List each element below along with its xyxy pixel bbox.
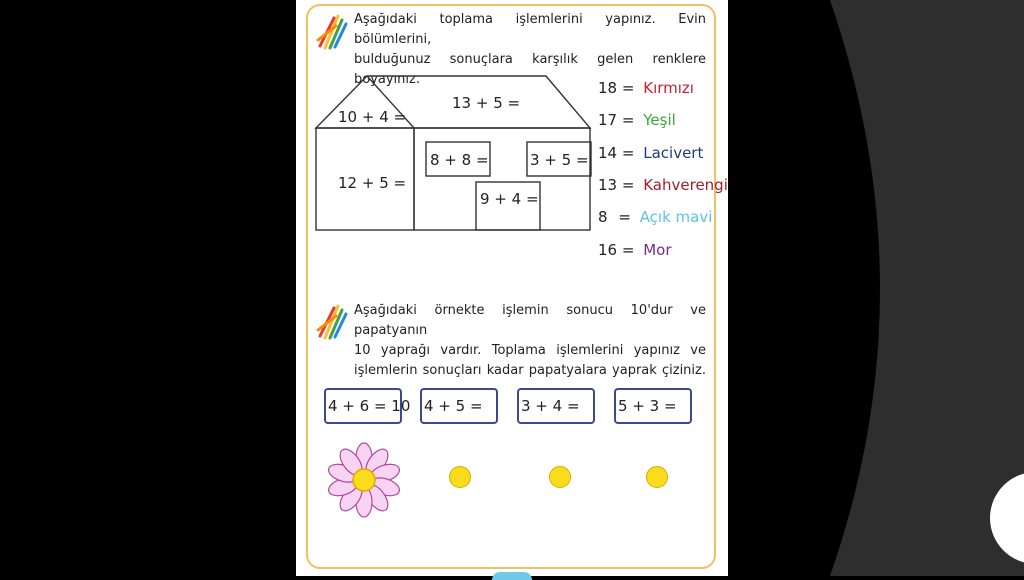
window-left-equation: 8 + 8 = [430, 151, 489, 169]
legend-row [598, 176, 728, 194]
instruction-line: bulduğunuz sonuçlara karşılık gelen renklere boyayınız. [354, 52, 706, 87]
instruction-daisy [354, 301, 706, 381]
legend-number: 17 [598, 111, 618, 129]
background-dark-curve [830, 0, 1024, 576]
legend-color-name: Açık mavi [639, 208, 713, 226]
sum-box-example: 4 + 6 = 10 [324, 388, 402, 424]
daisy-flower-icon [324, 440, 404, 520]
house-main-wall [414, 128, 590, 230]
legend-row [598, 208, 712, 226]
legend-color-name: Yeşil [643, 111, 676, 129]
legend-color-name: Kırmızı [643, 79, 694, 97]
legend-row [598, 79, 694, 97]
sum-box: 3 + 4 = [517, 388, 595, 424]
legend-color-name: Lacivert [643, 144, 704, 162]
legend-row [598, 144, 703, 162]
legend-equals: = [621, 111, 635, 129]
legend-number: 18 [598, 79, 618, 97]
roof-main-equation: 13 + 5 = [452, 94, 521, 112]
legend-equals: = [621, 241, 635, 259]
instruction-line: Aşağıdaki toplama işlemlerini yapınız. Evin bölümlerini, [354, 12, 706, 47]
flower-center-dot [449, 466, 471, 488]
flower-center-dot [549, 466, 571, 488]
instruction-line: işlemlerin sonuçları kadar papatyalara yaprak çiziniz. [354, 363, 706, 378]
legend-equals: = [618, 208, 631, 226]
legend-number: 16 [598, 241, 618, 259]
flower-center-dot [646, 466, 668, 488]
colored-pencils-icon [316, 302, 350, 340]
legend-number: 14 [598, 144, 618, 162]
page-bottom-tab [492, 572, 532, 580]
roof-left-equation: 10 + 4 = [338, 108, 407, 126]
window-right-equation: 3 + 5 = [530, 151, 589, 169]
legend-number: 13 [598, 176, 618, 194]
door-equation: 9 + 4 = [480, 190, 539, 208]
left-wall-equation: 12 + 5 = [338, 174, 407, 192]
legend-equals: = [621, 176, 635, 194]
worksheet-page [296, 0, 728, 576]
legend-equals: = [621, 79, 635, 97]
legend-row [598, 111, 676, 129]
legend-row [598, 241, 672, 259]
legend-equals: = [621, 144, 635, 162]
legend-color-name: Kahverengi [643, 176, 728, 194]
sum-box: 5 + 3 = [614, 388, 692, 424]
instruction-line: 10 yaprağı vardır. Toplama işlemlerini yapınız ve [354, 343, 706, 358]
sum-box: 4 + 5 = [420, 388, 498, 424]
instruction-line: Aşağıdaki örnekte işlemin sonucu 10'dur ve papatyanın [354, 303, 706, 338]
legend-number: 8 [598, 208, 608, 226]
legend-color-name: Mor [643, 241, 672, 259]
